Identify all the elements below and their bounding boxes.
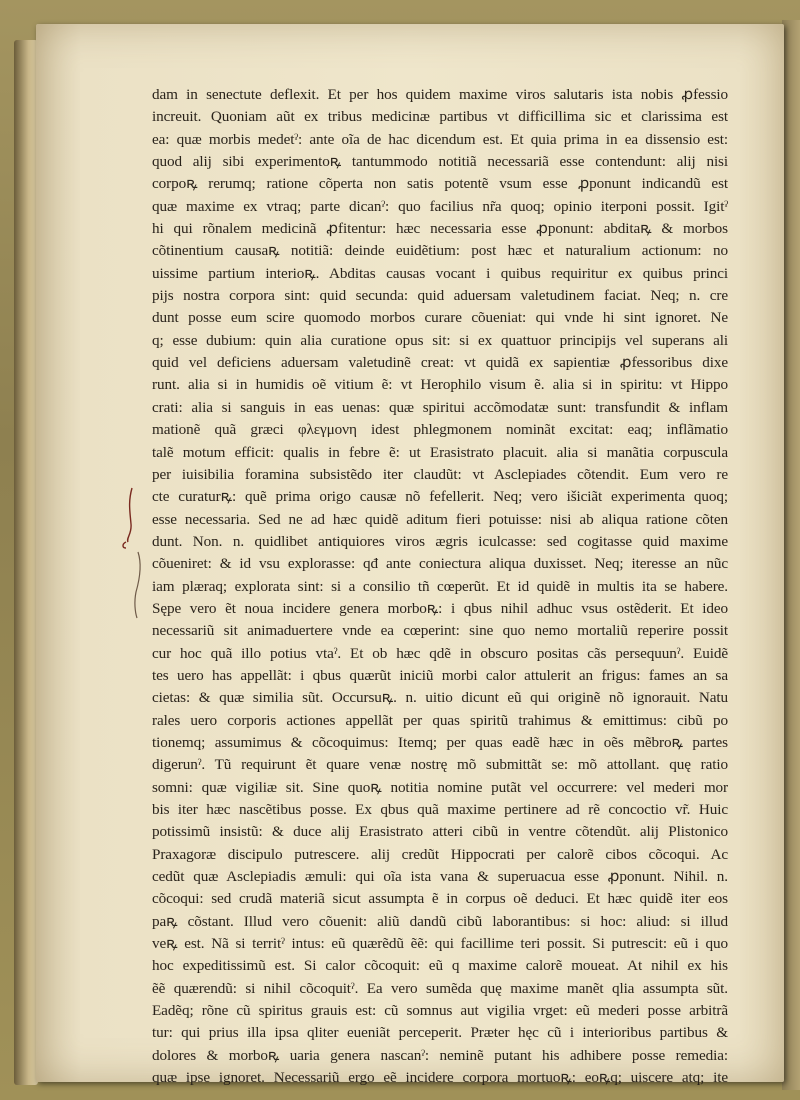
text-line: tes uero has appellãt: i qbus quærũt iniciũ morbi calor attulerit an frigus: fames an sa [152, 666, 728, 684]
text-line: iam plæraq; explorata sint: si a consilio tñ cœperũt. Et id quidẽ in multis ita se habere. [152, 577, 728, 595]
text-line: tionemq; assumimus & cõcoquimus: Itemq; per quas eadẽ hæc in oẽs mẽbroꝶ partes [152, 733, 728, 751]
text-line: Sępe vero ẽt noua incidere genera morboꝶ: i qbus nihil adhuc vsus ostẽderit. Et ideo [152, 599, 728, 617]
text-line: necessariũ sit animaduertere vnde ea cœperint: sine quo nemo mortaliũ reperire possit [152, 622, 728, 640]
text-line: Praxagoræ discipulo putrescere. alij credũt Hippocrati per calorẽ cibos cõcoqui. Ac [152, 845, 728, 863]
text-line: cõcoqui: sed crudã materiã sicut assumpta ẽ in corpus oẽ deduci. Et hæc quidẽ iter eos [152, 890, 728, 908]
text-line: talẽ motum efficit: qualis in febre ẽ: ut Erasistrato placuit. alia si manãtia corpuscula [152, 443, 728, 461]
text-line: cietas: & quæ similia sũt. Occursuꝶ. n. uitio dicunt eũ qui originẽ nõ ignorauit. Natu [152, 689, 728, 707]
text-line: q; esse dubium: quin alia curatione opus sit: si ex quattuor principijs vel superans ali [152, 331, 728, 349]
text-line: rales uero corporis actiones appellãt per quas spiritũ trahimus & emittimus: cibũ po [152, 711, 728, 729]
text-line: cte curaturꝶ: quẽ prima origo causæ nõ fefellerit. Neq; vero išiciãt experimenta quoq; [152, 488, 728, 506]
text-line: corpoꝶ rerumq; ratione cõperta non satis potentẽ vsum esse ꝓponunt indicandũ est [152, 175, 728, 193]
text-line: ea: quæ morbis medetˀ: ante oĩa de hac dicendum est. Et quia prima in ea dissensio est: [152, 130, 728, 148]
text-line: somni: quæ vigiliæ sit. Sine quoꝶ notitia nomine putãt vel occurrere: vel mederi mor [152, 778, 728, 796]
text-line: cur hoc quã illo potius vtaˀ. Et ob hæc qdẽ in obscuro positas cãs persequunˀ. Euidẽ [152, 644, 728, 662]
text-line: cõtinentium causaꝶ notitiã: deinde euidẽtium: post hæc et naturalium actionum: no [152, 242, 728, 260]
text-line: per iuisibilia foramina subsistẽdo iter claudũt: vt Asclepiades cõtendit. Eum vero re [152, 465, 728, 483]
text-line: dam in senectute deflexit. Et per hos quidem maxime viros salutaris ista nobis ꝓfessio [152, 86, 728, 103]
text-line: dolores & morboꝶ uaria genera nascanˀ: neminẽ putant his adhibere posse remedia: [152, 1046, 728, 1064]
text-line: veꝶ est. Nã si territˀ intus: eũ quærẽdũ ẽẽ: qui facillime teri possit. Si putrescit: eũ i quo [152, 935, 728, 953]
text-line: paꝶ cõstant. Illud vero cõuenit: aliũ dandũ cibũ laborantibus: si hoc: aliud: si illud [152, 912, 728, 930]
text-line: cõueniret: & id vsu explorasse: qđ ante coniectura aliqua duxisset. Neq; iteresse an nũc [152, 555, 728, 573]
text-line: potissimũ insistũ: & duce alij Erasistrato atteri cibũ in ventre cõtendũt. alij Plistonico [152, 823, 728, 841]
text-line: Eadẽq; rõne cũ spiritus grauis est: cũ somnus aut vigilia vrget: eũ mederi posse arbitrã [152, 1002, 728, 1020]
page-edge-right [782, 20, 800, 1090]
text-line: digerunˀ. Tũ requirunt ẽt quare venæ nostrę mõ submittãt se: mõ attollant. quę ratio [152, 756, 728, 774]
marginal-bracket-mark [118, 482, 148, 622]
text-line: pijs nostra corpora sint: quid secunda: quid aduersam valetudinem faciat. Neq; n. cre [152, 287, 728, 305]
text-line: hoc expeditissimũ est. Si calor cõcoquit: eũ q maxime calorẽ moueat. At nihil ex his [152, 957, 728, 975]
text-line: quæ maxime ex vtraq; parte dicanˀ: quo facilius nr̃a quoq; opinio iterponi possit. Igitˀ [152, 197, 728, 215]
text-line: tur: qui prius illa ipsa qliter eueniãt perceperit. Præter hęc cũ i interioribus partibus & [152, 1024, 728, 1042]
text-line: dunt posse eum scire quomodo morbos curare cõueniat: qui vnde hi sint ignoret. Ne [152, 309, 728, 327]
text-line: crati: alia si sanguis in eas uenas: quæ spiritui accõmodatæ sunt: transfundit & inflam [152, 398, 728, 416]
text-line: ẽẽ quærendũ: si nihil cõcoquitˀ. Ea vero sumẽda quę maxime manẽt qlia assumpta sũt. [152, 979, 728, 997]
text-line: cedũt quæ Asclepiadis æmuli: qui oĩa ista vana & superuacua esse ꝓponunt. Nihil. n. [152, 868, 728, 886]
text-line: bis iter hæc nascẽtibus posse. Ex qbus quã maxime pertinere ad rẽ concoctio vr̃. Huic [152, 801, 728, 818]
text-line: dunt. Non. n. quidlibet antiquiores viros ægris iculcasse: sed cogitasse quid maxime [152, 532, 728, 550]
text-line: mationẽ quã græci φλεγμονη idest phlegmonem nominãt excitat: eaq; inflãmatio [152, 421, 728, 439]
text-line: quod alij sibi experimentoꝶ tantummodo notitiã necessariã esse contendunt: alij nisi [152, 153, 728, 171]
text-line: uissime partium interioꝶ. Abditas causas vocant i quibus requiritur ex quibus princi [152, 264, 728, 282]
text-line: hi qui rõnalem medicinã ꝓfitentur: hæc necessaria esse ꝓponunt: abditaꝶ & morbos [152, 220, 728, 238]
text-line: increuit. Quoniam aũt ex tribus medicinæ partibus vt difficillima sic et clarissima est [152, 108, 728, 126]
page-edge-left [14, 40, 38, 1085]
text-column [152, 84, 728, 1089]
text-line: runt. alia si in humidis oẽ vitium ẽ: vt Herophilo visum ẽ. alia si in spiritu: vt Hippo [152, 376, 728, 394]
text-line: quæ ipse ignoret. Necessariũ ergo eẽ incidere corpora mortuoꝶ: eoꝶq; uiscere atq; ite [152, 1069, 728, 1087]
text-line: quid vel deficiens aduersam valetudinẽ creat: vt quidã ex sapientiæ ꝓfessoribus dixe [152, 354, 728, 372]
text-line: esse necessaria. Sed ne ad hæc quidẽ aditum fieri potuisse: nisi ab aliqua ratione cõten [152, 510, 728, 528]
